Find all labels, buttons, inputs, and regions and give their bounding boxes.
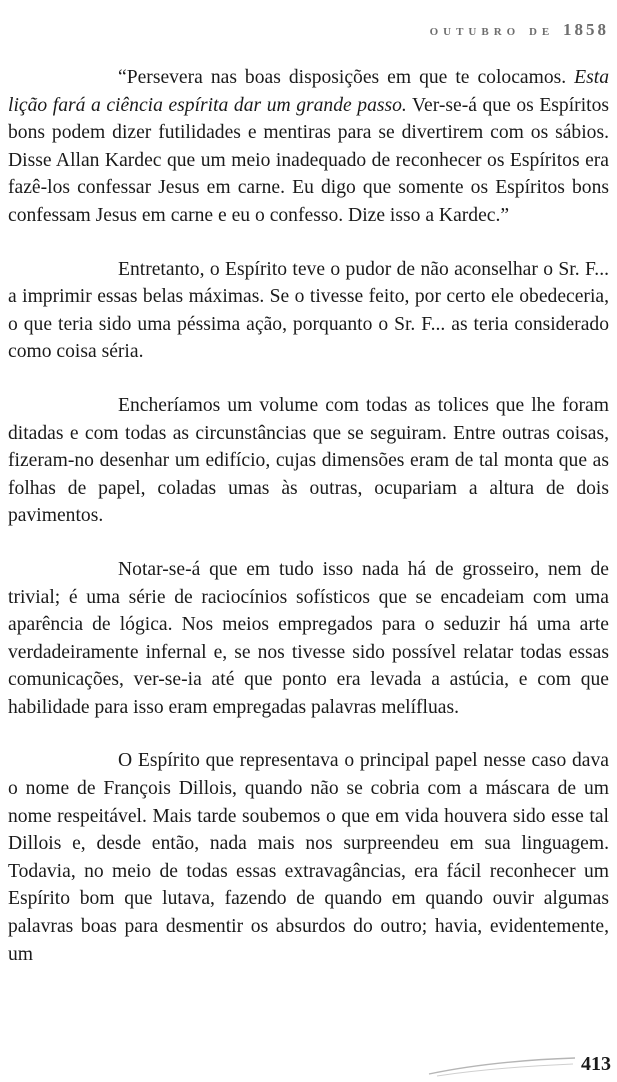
paragraph-5: O Espírito que representava o principal papel nesse caso dava o nome de François Dillois, quando não se cobria com a máscara de um nome respeitável. Mais tarde soubemos o que em vida houvera sido esse tal Dillois e, desde então, nada mais nos surpreendeu em sua linguagem. Todavia, no meio de todas essas extravagâncias, era fácil reconhecer um Espírito bom que lutava, fazendo de quando em quando ouvir algumas palavras boas para desmentir os absurdos do outro; havia, evidentemente, um — [8, 750, 609, 965]
paragraph-1-italic: Esta lição fará a ciência espírita dar um grande passo. — [8, 67, 609, 116]
paragraph-4: Notar-se-á que em tudo isso nada há de grosseiro, nem de trivial; é uma série de raciocínios sofísticos que se encadeiam com uma aparência de lógica. Nos meios empregados para o seduzir há uma arte verdadeiramente infernal e, se nos tivesse sido possível relatar todas essas comunicações, ver-se-ia até que ponto era levada a astúcia, e com que habilidade para isso eram empregadas palavras melífluas. — [8, 558, 609, 718]
flourish-ornament — [427, 1054, 577, 1078]
header-month: outubro de — [429, 23, 555, 39]
paragraph-1-lead: “Persevera nas boas disposições em que te colocamos. — [118, 67, 567, 88]
paragraph-2: Entretanto, o Espírito teve o pudor de não aconselhar o Sr. F... a imprimir essas belas máximas. Se o tivesse feito, por certo ele obedeceria, o que teria sido uma péssima ação, porquanto o Sr. F... as teria considerado como coisa séria. — [8, 258, 609, 363]
paragraph-1 — [8, 64, 609, 230]
header-year: 1858 — [563, 20, 609, 39]
paragraph-1-rest: Ver-se-á que os Espíritos bons podem dizer futilidades e mentiras para se divertirem com os sábios. Disse Allan Kardec que um meio inadequado de reconhecer os Espíritos era fazê-los confessar Jesus em carne. Eu digo que somente os Espíritos bons confessam Jesus em carne e eu o confesso. Dize isso a Kardec.” — [8, 94, 610, 226]
page-number: 413 — [581, 1053, 611, 1075]
paragraph-3: Encheríamos um volume com todas as tolices que lhe foram ditadas e com todas as circunstâncias que se seguiram. Entre outras coisas, fizeram-no desenhar um edifício, cujas dimensões eram de tal monta que as folhas de papel, coladas umas às outras, ocupariam a altura de dois pavimentos. — [8, 394, 609, 527]
page-body — [8, 64, 609, 994]
page-footer — [0, 1042, 617, 1082]
running-header — [430, 20, 609, 40]
